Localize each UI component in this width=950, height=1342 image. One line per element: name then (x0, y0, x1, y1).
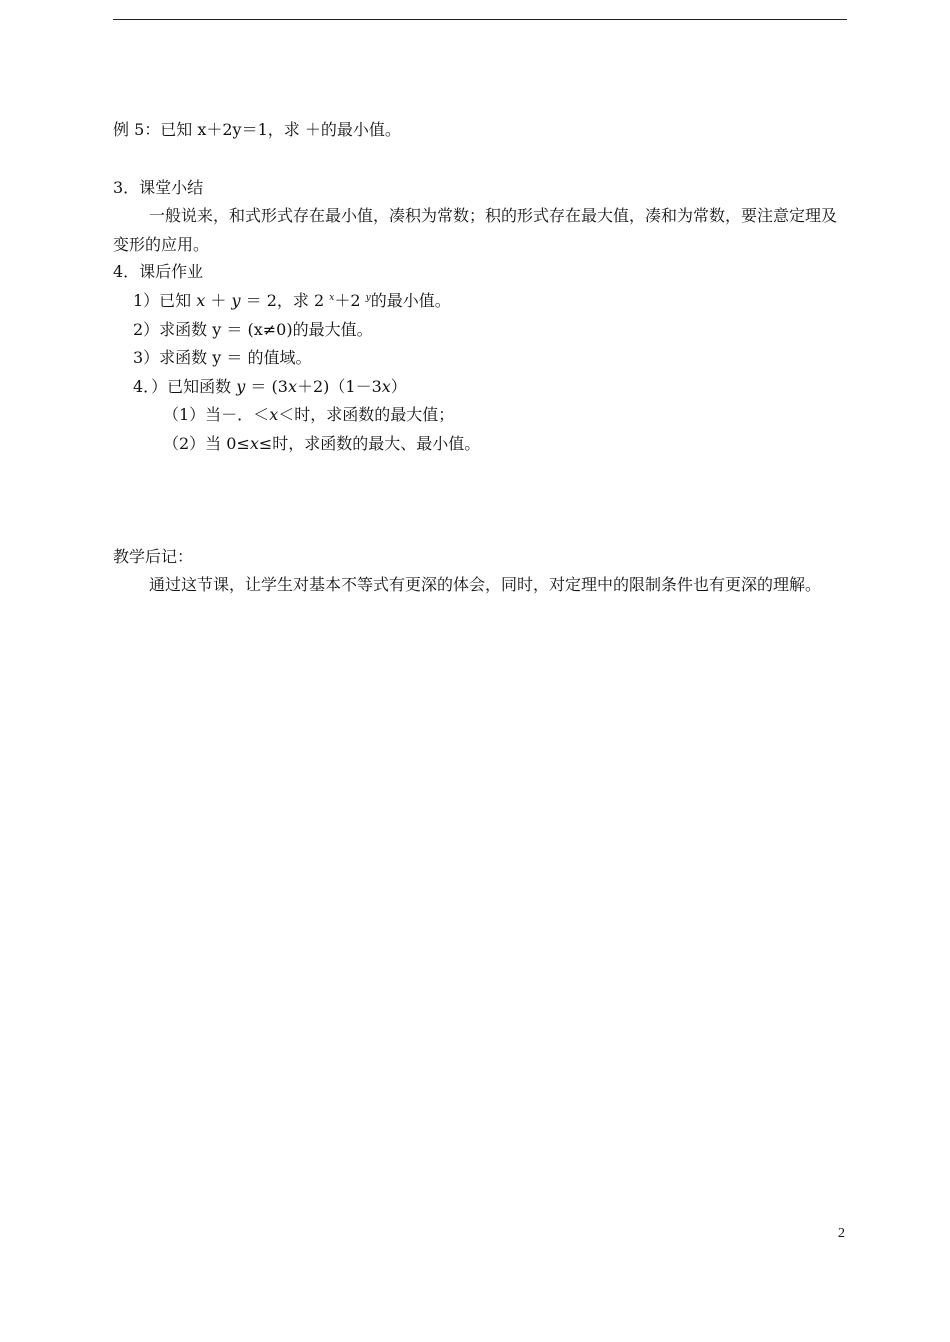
item1-plus: ＋ (205, 291, 232, 310)
sub2-suffix: ≤时，求函数的最大、最小值。 (258, 434, 481, 453)
item1-prefix: 1）已知 (133, 291, 197, 310)
item1-var-y: y (231, 291, 241, 310)
homework-item-2: 2）求函数 y ＝ (x≠0)的最大值。 (133, 320, 373, 339)
homework-item-3: 3）求函数 y ＝ 的值域。 (133, 348, 312, 367)
homework-heading: 4．课后作业 (113, 262, 204, 281)
homework-item-1 (133, 290, 451, 312)
item4-mid2: ＋2)（1－3 (296, 377, 382, 396)
item4-prefix: 4．）已知函数 (133, 377, 237, 396)
item1-suffix: 的最小值。 (370, 291, 451, 310)
item4-var-x1: x (287, 377, 297, 396)
postscript-text: 通过这节课，让学生对基本不等式有更深的体会，同时，对定理中的限制条件也有更深的理解。 (149, 575, 822, 594)
item1-sup-y: y (365, 293, 371, 303)
item1-mid: ＋2 (334, 291, 366, 310)
sub2-prefix: （2）当 0≤ (163, 434, 250, 453)
postscript-heading: 教学后记： (113, 547, 194, 566)
summary-text: 一般说来，和式形式存在最小值，凑积为常数；积的形式存在最大值，凑和为常数，要注意定理及变形的应用。 (113, 206, 838, 254)
item4-var-x2: x (381, 377, 391, 396)
item1-var-x: x (196, 291, 206, 310)
item4-var-y: y (236, 377, 246, 396)
homework-sub-2 (163, 433, 480, 455)
header-rule (113, 19, 847, 20)
sub1-var-x: x (269, 405, 279, 424)
homework-item-4 (133, 376, 407, 398)
item1-sup-x: x (329, 293, 335, 303)
summary-heading: 3．课堂小结 (113, 178, 204, 197)
page-number: 2 (838, 1226, 845, 1241)
item1-eq: ＝ 2，求 2 (240, 291, 330, 310)
sub2-var-x: x (249, 434, 259, 453)
sub1-suffix: ＜时，求函数的最大值； (278, 405, 455, 424)
homework-sub-1 (163, 404, 454, 426)
item4-suffix: ） (390, 377, 407, 396)
example-5: 例 5：已知 x＋2y＝1，求 ＋的最小值。 (113, 120, 401, 139)
sub1-prefix: （1）当－．＜ (163, 405, 270, 424)
item4-mid: ＝ (3 (245, 377, 288, 396)
